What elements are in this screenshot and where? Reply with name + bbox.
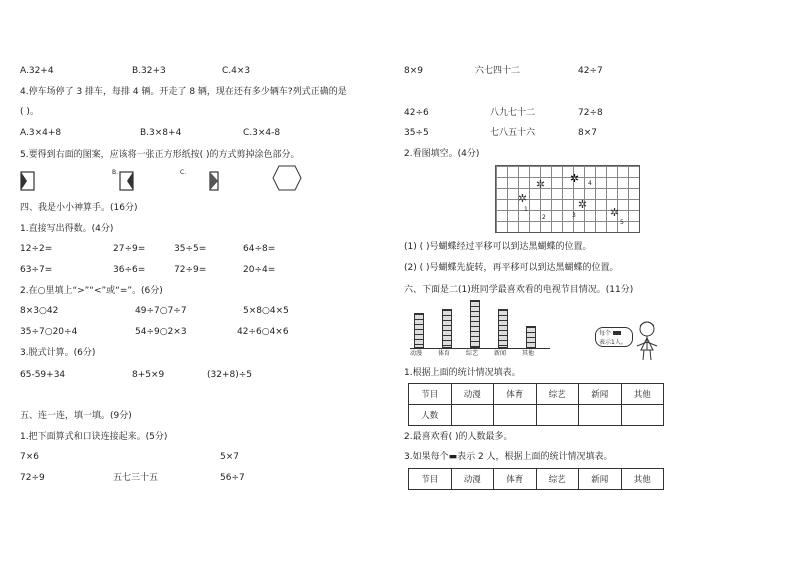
unit-bar-icon [613, 331, 621, 335]
calc-item: 36÷6= [113, 265, 146, 275]
compare-item: 35÷7○20÷4 [20, 327, 78, 337]
s4-q1: 1.直接写出得数。(4分) [20, 224, 114, 234]
q5-label-c: C. [180, 169, 187, 176]
chart-category-label: 体育 [438, 350, 451, 357]
match-item: 8×9 [404, 66, 423, 76]
chart-category-label: 新闻 [494, 350, 507, 357]
fill-1: (1) ( )号蝴蝶经过平移可以到达黑蝴蝶的位置。 [404, 242, 592, 252]
butterfly-icon: ✲ [517, 192, 528, 205]
question-4-blank: ( )。 [20, 107, 39, 117]
butterfly-number: 1 [524, 206, 528, 213]
table-header: 其他 [621, 384, 664, 405]
compare-item: 49÷7○7÷7 [135, 306, 187, 316]
butterfly-number: 3 [572, 212, 576, 219]
girl-illustration [633, 320, 663, 362]
match-item: 35÷5 [404, 128, 429, 138]
table-header: 新闻 [579, 384, 622, 405]
paper-fold-options [20, 170, 220, 194]
compare-item: 8×3○42 [20, 306, 59, 316]
match-item: 六七四十二 [475, 66, 521, 76]
s4-q2: 2.在○里填上“>”“<”或“=”。(6分) [20, 286, 163, 296]
butterfly-icon: ✲ [609, 206, 620, 219]
table-header: 新闻 [579, 469, 622, 490]
table-header: 体育 [494, 384, 537, 405]
opt-b: B.32+3 [132, 66, 166, 76]
calc-item: 72÷9= [174, 265, 207, 275]
expression: 8+5×9 [132, 370, 165, 380]
calc-item: 64÷8= [243, 244, 276, 254]
chart-category-label: 综艺 [466, 350, 479, 357]
match-item: 八九七十二 [490, 108, 536, 118]
black-butterfly-icon: ✲ [569, 172, 580, 185]
table-header: 体育 [494, 469, 537, 490]
bubble-text-1: 每个 [599, 330, 612, 337]
butterfly-number: 2 [542, 214, 546, 221]
s4-q3: 3.脱式计算。(6分) [20, 348, 96, 358]
chart-category-label: 动漫 [410, 350, 423, 357]
table-cell[interactable] [621, 405, 664, 426]
calc-item: 35÷5= [174, 244, 207, 254]
chart-bar [498, 309, 508, 348]
table-header: 动漫 [451, 469, 494, 490]
butterfly-icon: ✲ [535, 178, 546, 191]
table-cell[interactable] [451, 405, 494, 426]
option-a-cut [21, 172, 27, 190]
calc-item: 27÷9= [113, 244, 146, 254]
section-5-title: 五、连一连，填一填。(9分) [20, 411, 132, 421]
table-cell[interactable] [579, 405, 622, 426]
chart-bar [526, 326, 536, 348]
table-header: 节目 [409, 469, 452, 490]
match-item: 8×7 [578, 128, 597, 138]
table-header: 其他 [621, 469, 664, 490]
fill-2: (2) ( )号蝴蝶先旋转，再平移可以到达黑蝴蝶的位置。 [404, 263, 619, 273]
match-item: 56÷7 [220, 473, 245, 483]
table-cell[interactable] [536, 405, 579, 426]
table-header: 综艺 [536, 469, 579, 490]
q4-opt-c: C.3×4-8 [243, 128, 281, 138]
q6-1: 1.根据上面的统计情况填表。 [404, 368, 521, 378]
match-item: 72÷8 [578, 108, 603, 118]
match-item: 5×7 [220, 452, 239, 462]
match-item: 7×6 [20, 452, 39, 462]
section-4-title: 四、我是小小神算手。(16分) [20, 203, 138, 213]
butterfly-icon: ✲ [577, 198, 588, 211]
option-c-cut [210, 172, 218, 190]
s5-q1: 1.把下面算式和口诀连接起来。(5分) [20, 432, 168, 442]
compare-item: 5×8○4×5 [243, 306, 289, 316]
compare-item: 54÷9○2×3 [135, 327, 187, 337]
section-6-title: 六、下面是二(1)班同学最喜欢看的电视节目情况。(11分) [404, 285, 634, 295]
expression: 65-59+34 [20, 370, 66, 380]
chart-category-label: 其他 [522, 350, 535, 357]
calc-item: 63÷7= [20, 265, 53, 275]
tv-program-chart [410, 298, 550, 349]
question-5: 5.要得到右面的图案，应该将一张正方形纸按( )的方式剪掉涂色部分。 [20, 150, 300, 160]
question-4: 4.停车场停了 3 排车，每排 4 辆。开走了 8 辆，现在还有多少辆车?列式正确的是 [20, 87, 347, 97]
match-item: 七八五十六 [490, 128, 536, 138]
q4-opt-b: B.3×8+4 [140, 128, 182, 138]
table-header: 动漫 [451, 384, 494, 405]
match-item: 72÷9 [20, 473, 45, 483]
expression: (32+8)÷5 [207, 370, 253, 380]
question-2: 2.看图填空。(4分) [404, 149, 480, 159]
match-item: 42÷6 [404, 108, 429, 118]
bubble-text-2: 表示1人。 [599, 339, 627, 346]
calc-item: 20÷4= [243, 265, 276, 275]
chart-category-labels [410, 351, 550, 361]
stat-table-1 [408, 383, 664, 426]
opt-c: C.4×3 [222, 66, 251, 76]
table-header: 节目 [409, 384, 452, 405]
table-row-label: 人数 [409, 405, 452, 426]
chart-bar [414, 313, 424, 348]
calc-item: 12÷2= [20, 244, 53, 254]
match-item: 五七三十五 [113, 473, 159, 483]
butterfly-number: 4 [588, 180, 592, 187]
butterfly-grid [495, 165, 640, 233]
q6-3: 3.如果每个▬表示 2 人，根据上面的统计情况填表。 [404, 452, 613, 462]
table-header: 综艺 [536, 384, 579, 405]
q4-opt-a: A.3×4+8 [20, 128, 62, 138]
stat-table-2 [408, 468, 664, 490]
butterfly-number: 5 [620, 219, 624, 226]
compare-item: 42÷6○4×6 [237, 327, 289, 337]
match-item: 42÷7 [578, 66, 603, 76]
chart-bar [470, 300, 480, 348]
chart-bar [442, 309, 452, 348]
option-b-cut [127, 172, 133, 190]
table-cell[interactable] [494, 405, 537, 426]
speech-bubble [595, 327, 633, 347]
q5-label-b: B. [112, 169, 119, 176]
q6-2: 2.最喜欢看( )的人数最多。 [404, 432, 513, 442]
opt-a: A.32+4 [20, 66, 54, 76]
hexagon-target [272, 165, 302, 191]
